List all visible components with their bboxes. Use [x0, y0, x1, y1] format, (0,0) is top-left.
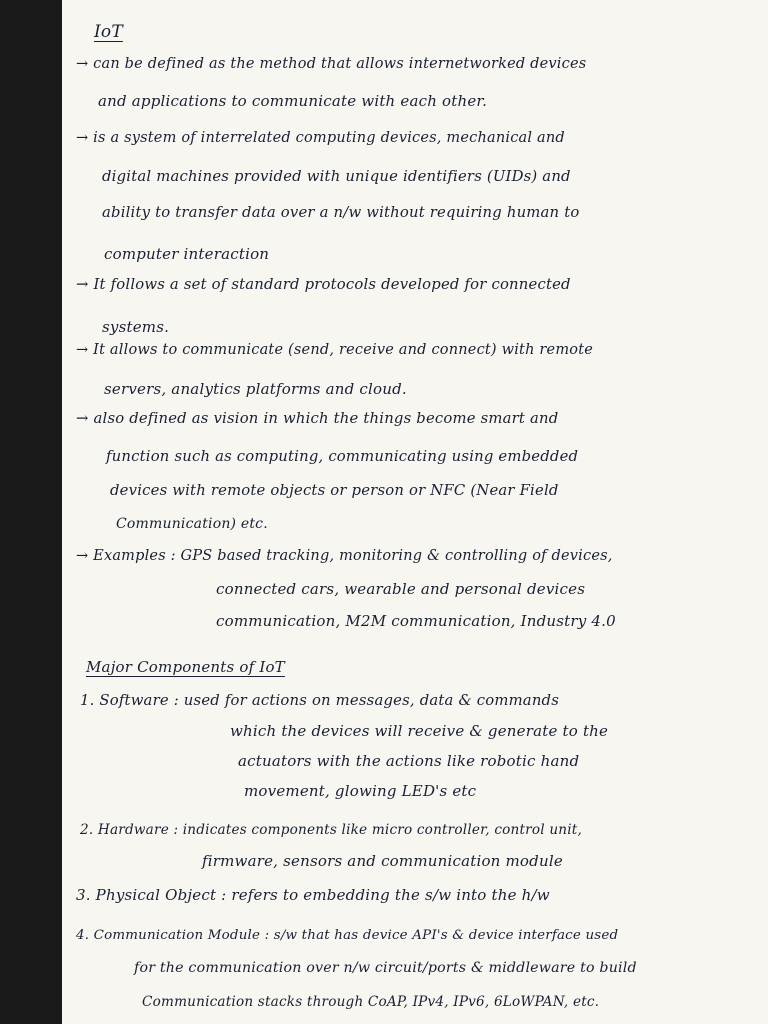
intro-line: ability to transfer data over a n/w without requiring human to: [102, 204, 580, 221]
intro-line: communication, M2M communication, Industry 4.0: [216, 612, 616, 630]
intro-line: and applications to communicate with each other.: [98, 92, 488, 110]
page-heading: IoT: [94, 22, 123, 42]
intro-line: → Examples : GPS based tracking, monitoring & controlling of devices,: [76, 548, 613, 564]
intro-line: computer interaction: [104, 245, 270, 263]
intro-line: connected cars, wearable and personal devices: [216, 580, 586, 598]
component-line: movement, glowing LED's etc: [244, 782, 477, 800]
component-line: which the devices will receive & generate to the: [230, 722, 609, 740]
component-line: 3. Physical Object : refers to embedding the s/w into the h/w: [76, 886, 550, 904]
intro-line: → It follows a set of standard protocols developed for connected: [76, 276, 571, 293]
component-line: actuators with the actions like robotic hand: [238, 752, 580, 770]
component-line: 2. Hardware : indicates components like micro controller, control unit,: [80, 822, 582, 838]
component-line: 4. Communication Module : s/w that has device API's & device interface used: [76, 928, 619, 943]
intro-line: → is a system of interrelated computing devices, mechanical and: [76, 130, 565, 146]
component-line: for the communication over n/w circuit/ports & middleware to build: [134, 960, 637, 976]
intro-line: → can be defined as the method that allows internetworked devices: [76, 56, 587, 72]
intro-line: digital machines provided with unique identifiers (UIDs) and: [102, 168, 571, 185]
component-line: 1. Software : used for actions on messages, data & commands: [80, 692, 560, 709]
intro-line: → It allows to communicate (send, receive and connect) with remote: [76, 342, 594, 358]
component-line: Communication stacks through CoAP, IPv4, IPv6, 6LoWPAN, etc.: [142, 994, 600, 1010]
intro-line: function such as computing, communicating using embedded: [106, 448, 579, 465]
intro-line: Communication) etc.: [116, 516, 268, 532]
intro-line: servers, analytics platforms and cloud.: [104, 380, 407, 398]
component-line: firmware, sensors and communication module: [202, 852, 563, 870]
intro-line: → also defined as vision in which the things become smart and: [76, 410, 559, 427]
intro-line: systems.: [102, 318, 170, 336]
components-heading: Major Components of IoT: [86, 658, 285, 676]
intro-line: devices with remote objects or person or NFC (Near Field: [110, 482, 559, 499]
notebook-page: [62, 0, 768, 1024]
